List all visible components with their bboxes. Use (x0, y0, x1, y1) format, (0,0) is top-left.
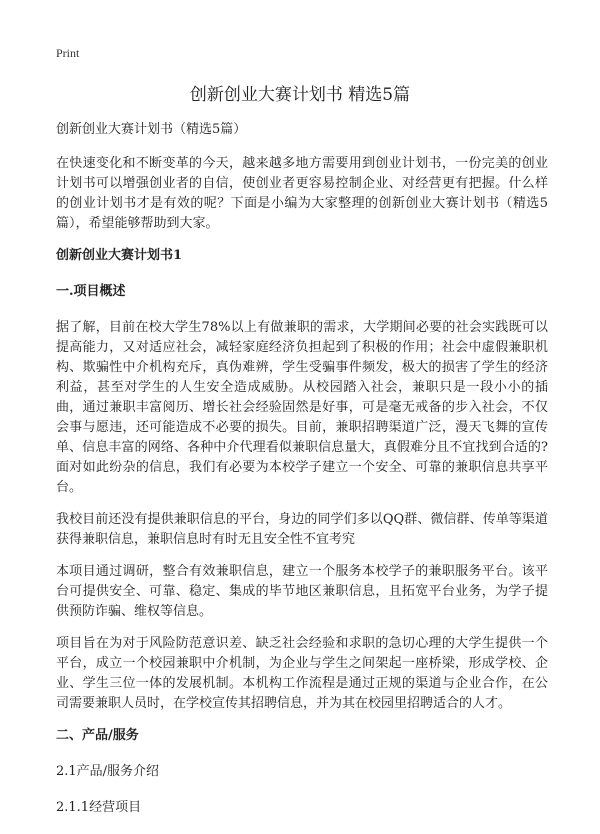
intro-paragraph: 在快速变化和不断变革的今天，越来越多地方需要用到创业计划书，一份完美的创业计划书可以增强创业者的自信，使创业者更容易控制企业、对经营更有把握。什么样的创业计划书才是有效的呢？下面是小编为大家整理的创新创业大赛计划书（精选5篇），希望能够帮助到大家。 (56, 156, 548, 231)
paragraph-2: 我校目前还没有提供兼职信息的平台，身边的同学们多以QQ群、微信群、传单等渠道获得兼职信息，兼职信息时有时无且安全性不宜考究 (56, 512, 548, 547)
subsection-2-1: 2.1产品/服务介绍 (56, 764, 160, 779)
paragraph-1: 据了解，目前在校大学生78%以上有做兼职的需求，大学期间必要的社会实践既可以提高能力，又对适应社会，减轻家庭经济负担起到了积极的作用；社会中虚假兼职机构、欺骗性中介机构充斥，真伪难辨，学生受骗事件频发，极大的损害了学生的经济利益，甚至对学生的人生安全造成威胁。从校园踏入社会，兼职只是一段小小的插曲，通过兼职丰富阅历、增长社会经验固然是好事，可是毫无戒备的步入社会，不仅会事与愿违，还可能造成不必要的损失。目前，兼职招聘渠道广泛，漫天飞舞的宣传单、信息丰富的网络、各种中介代理看似兼职信息量大，真假难分且不宜找到合适的?面对如此纷杂的信息，我们有必要为本校学子建立一个安全、可靠的兼职信息共享平台。 (56, 320, 548, 495)
plan1-heading: 创新创业大赛计划书1 (56, 248, 183, 263)
subsection-2-1-1: 2.1.1经营项目 (56, 800, 142, 815)
paragraph-4: 项目旨在为对于风险防范意识差、缺乏社会经验和求职的急切心理的大学生提供一个平台，成立一个校园兼职中介机制，为企业与学生之间架起一座桥梁，形成学校、企业、学生三位一体的发展机制。本机构工作流程是通过正规的渠道与企业合作，在公司需要兼职人员时，在学校宣传其招聘信息，并为其在校园里招聘适合的人才。 (56, 636, 548, 711)
document-subtitle: 创新创业大赛计划书（精选5篇） (56, 122, 247, 137)
page-title: 创新创业大赛计划书 精选5篇 (189, 85, 411, 105)
document-body (56, 120, 548, 834)
section2-heading: 二、产品/服务 (56, 728, 139, 743)
print-link[interactable]: Print (56, 46, 80, 60)
paragraph-3: 本项目通过调研，整合有效兼职信息，建立一个服务本校学子的兼职服务平台。该平台可提供安全、可靠、稳定、集成的毕节地区兼职信息，且拓宽平台业务，为学子提供预防诈骗、维权等信息。 (56, 564, 548, 619)
section1-heading: 一.项目概述 (56, 284, 126, 299)
